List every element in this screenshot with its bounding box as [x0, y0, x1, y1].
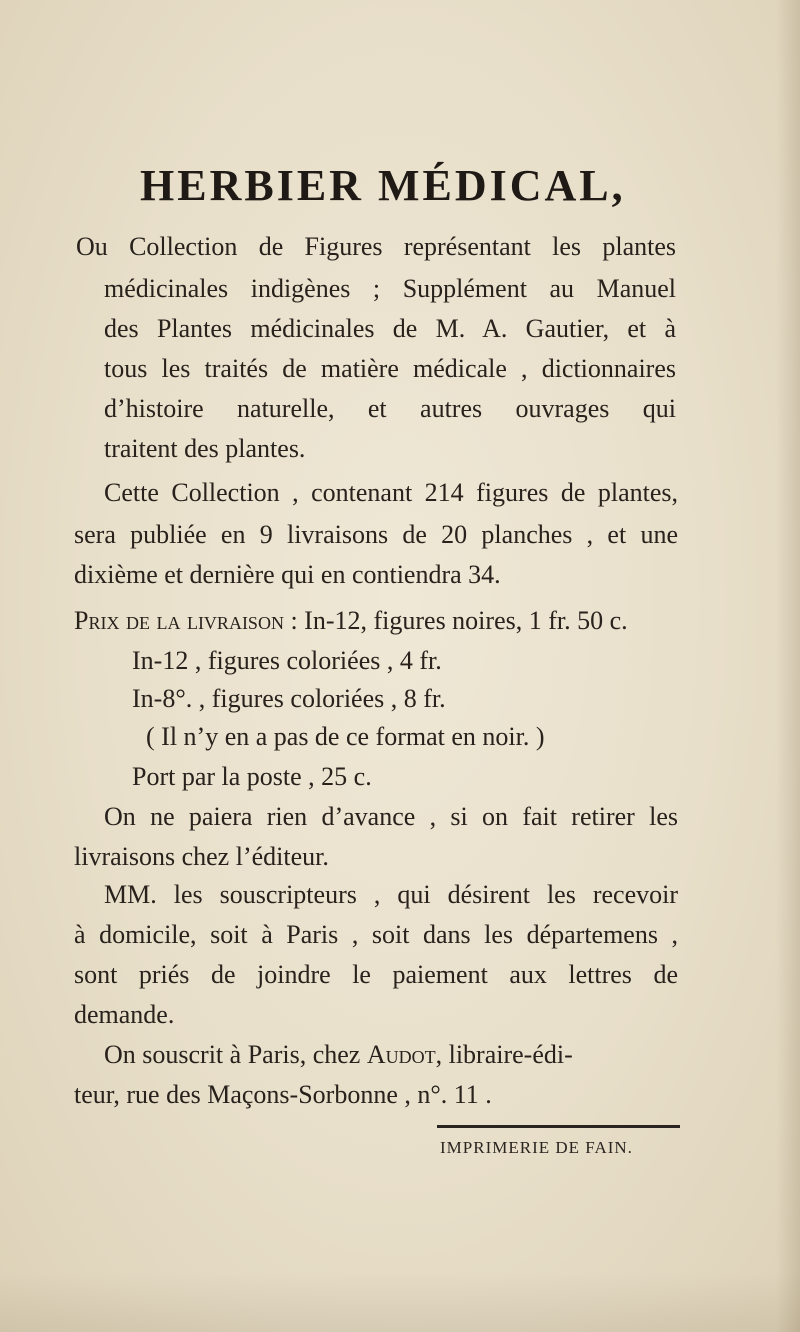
page-title: HERBIER MÉDICAL, — [140, 161, 626, 210]
collection-line-1: Cette Collection , contenant 214 figures de plantes, — [104, 478, 678, 507]
advance-line-1: On ne paiera rien d’avance , si on fait retirer les — [104, 802, 678, 831]
intro-line-3: des Plantes médicinales de M. A. Gautier, et à — [104, 314, 676, 343]
address-suffix: , libraire-édi- — [435, 1040, 573, 1069]
price-line-1 — [74, 606, 628, 636]
intro-line-1: Ou Collection de Figures représentant les plantes — [76, 232, 676, 261]
subscribers-line-2: à domicile, soit à Paris , soit dans les départemens , — [74, 920, 678, 949]
subscribers-line-1: MM. les souscripteurs , qui désirent les recevoir — [104, 880, 678, 909]
printer-imprint: IMPRIMERIE DE FAIN. — [440, 1138, 633, 1157]
address-line-2: teur, rue des Maçons-Sorbonne , n°. 11 . — [74, 1080, 492, 1109]
intro-line-6: traitent des plantes. — [104, 434, 306, 463]
price-line-3: In-8°. , figures coloriées , 8 fr. — [132, 684, 446, 713]
subscribers-line-3: sont priés de joindre le paiement aux lettres de — [74, 960, 678, 989]
collection-line-2: sera publiée en 9 livraisons de 20 planches , et une — [74, 520, 678, 549]
collection-line-3: dixième et dernière qui en contiendra 34. — [74, 560, 501, 589]
price-label: Prix de la livraison : — [74, 606, 298, 635]
price-first: In-12, figures noires, 1 fr. 50 c. — [304, 606, 628, 635]
intro-line-4: tous les traités de matière médicale , dictionnaires — [104, 354, 676, 383]
price-line-5: Port par la poste , 25 c. — [132, 762, 372, 791]
price-line-4: ( Il n’y en a pas de ce format en noir. ) — [146, 722, 545, 751]
address-line-1 — [104, 1040, 573, 1070]
intro-line-2: médicinales indigènes ; Supplément au Manuel — [104, 274, 676, 303]
page-edge-shadow-right — [776, 0, 800, 1332]
footer-rule — [437, 1125, 680, 1128]
advance-line-2: livraisons chez l’éditeur. — [74, 842, 329, 871]
publisher-name: Audot — [366, 1040, 436, 1069]
address-prefix: On souscrit à Paris, chez — [104, 1040, 361, 1069]
intro-line-5: d’histoire naturelle, et autres ouvrages qui — [104, 394, 676, 423]
page-edge-shadow-bottom — [0, 1272, 800, 1332]
price-line-2: In-12 , figures coloriées , 4 fr. — [132, 646, 442, 675]
subscribers-line-4: demande. — [74, 1000, 175, 1029]
